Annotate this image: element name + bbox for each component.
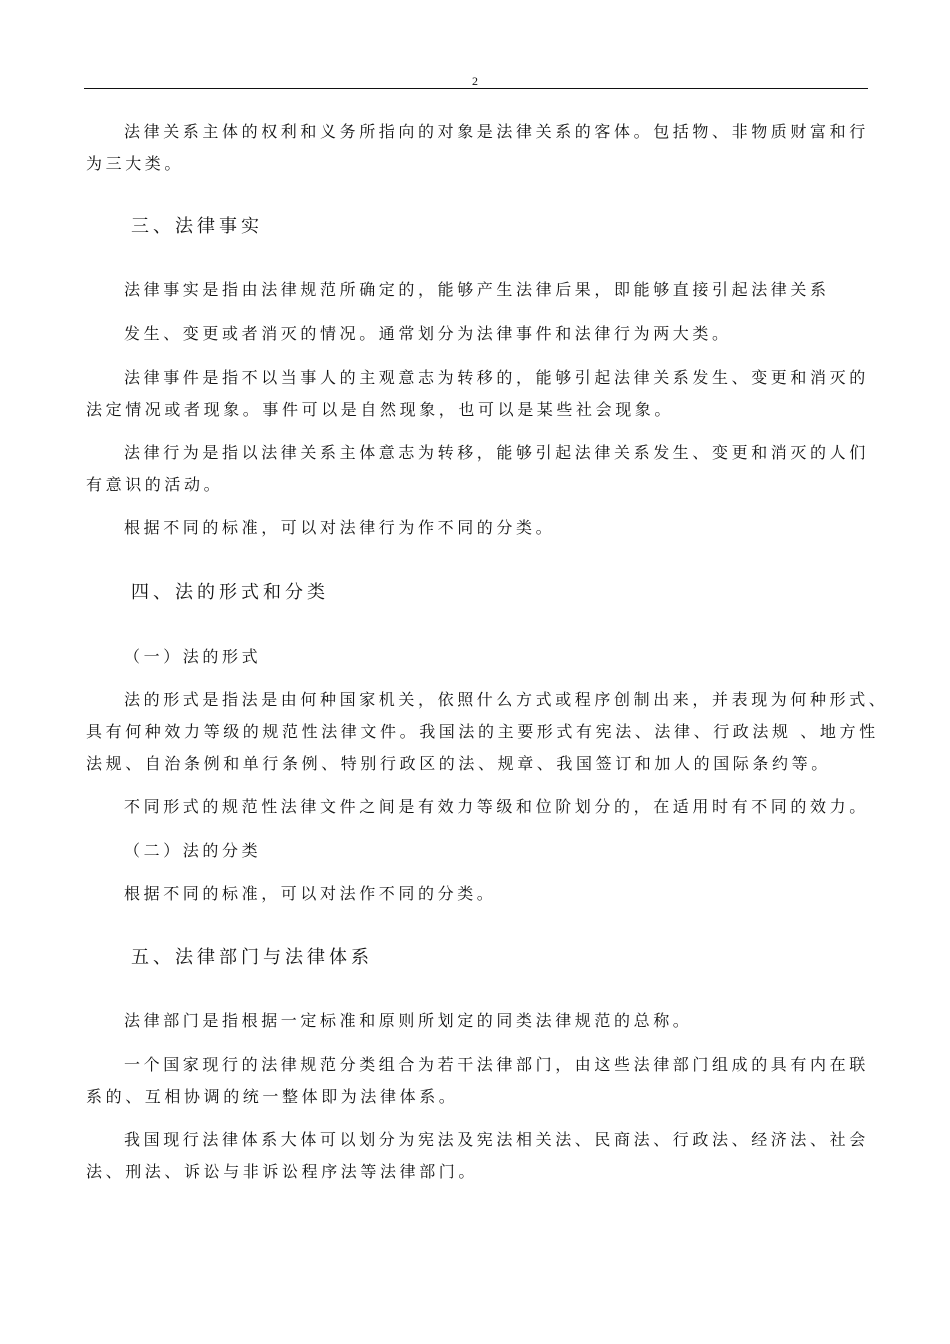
- subheading-classification-of-law: （二）法的分类: [124, 841, 262, 860]
- paragraph-line: 发生、变更或者消灭的情况。通常划分为法律事件和法律行为两大类。: [124, 324, 732, 343]
- paragraph-legal-acts-classification: [86, 512, 864, 544]
- paragraph-legal-system-divisions: [86, 1124, 869, 1188]
- paragraph-line: 法规、自治条例和单行条例、特别行政区的法、规章、我国签订和加人的国际条约等。: [86, 754, 831, 773]
- paragraph-line: 法律事实是指由法律规范所确定的，能够产生法律后果，即能够直接引起法律关系: [124, 280, 830, 299]
- paragraph-legal-events: [86, 362, 869, 426]
- section-heading-legal-departments: 五、法律部门与法律体系: [131, 947, 373, 968]
- paragraph-line: 法的形式是指法是由何种国家机关，依照什么方式或程序创制出来，并表现为何种形式、: [124, 690, 889, 709]
- paragraph-line: 法律关系主体的权利和义务所指向的对象是法律关系的客体。包括物、非物质财富和行: [124, 122, 869, 141]
- paragraph-line: 不同形式的规范性法律文件之间是有效力等级和位阶划分的，在适用时有不同的效力。: [124, 797, 869, 816]
- paragraph-line: 我国现行法律体系大体可以划分为宪法及宪法相关法、民商法、行政法、经济法、社会: [124, 1130, 869, 1149]
- paragraph-legal-object: [86, 116, 869, 180]
- paragraph-legal-facts-types: [86, 318, 864, 350]
- header-rule: [84, 88, 868, 89]
- paragraph-line: 法定情况或者现象。事件可以是自然现象，也可以是某些社会现象。: [86, 400, 675, 419]
- paragraph-line: 法、刑法、诉讼与非诉讼程序法等法律部门。: [86, 1162, 479, 1181]
- paragraph-line: 一个国家现行的法律规范分类组合为若干法律部门，由这些法律部门组成的具有内在联: [124, 1055, 869, 1074]
- paragraph-line: 系的、互相协调的统一整体即为法律体系。: [86, 1087, 459, 1106]
- paragraph-line: 根据不同的标准，可以对法作不同的分类。: [124, 884, 497, 903]
- paragraph-line: 具有何种效力等级的规范性法律文件。我国法的主要形式有宪法、法律、行政法规 、地方性: [86, 722, 879, 741]
- section-heading-forms-classification: 四、法的形式和分类: [131, 582, 329, 603]
- paragraph-effect-levels: [86, 791, 869, 823]
- paragraph-legal-facts-definition: [86, 274, 864, 306]
- paragraph-legal-department-definition: [86, 1005, 864, 1037]
- paragraph-line: 有意识的活动。: [86, 475, 224, 494]
- subheading-forms-of-law: （一）法的形式: [124, 647, 262, 666]
- paragraph-legal-system: [86, 1049, 869, 1113]
- paragraph-forms-of-law: [86, 684, 889, 780]
- paragraph-legal-acts: [86, 437, 869, 501]
- paragraph-law-classification: [86, 878, 864, 910]
- paragraph-line: 法律部门是指根据一定标准和原则所划定的同类法律规范的总称。: [124, 1011, 693, 1030]
- page-number: 2: [472, 74, 478, 88]
- paragraph-line: 法律事件是指不以当事人的主观意志为转移的，能够引起法律关系发生、变更和消灭的: [124, 368, 869, 387]
- section-heading-legal-facts: 三、法律事实: [131, 216, 263, 237]
- paragraph-line: 法律行为是指以法律关系主体意志为转移，能够引起法律关系发生、变更和消灭的人们: [124, 443, 869, 462]
- paragraph-line: 根据不同的标准，可以对法律行为作不同的分类。: [124, 518, 556, 537]
- paragraph-line: 为三大类。: [86, 154, 185, 173]
